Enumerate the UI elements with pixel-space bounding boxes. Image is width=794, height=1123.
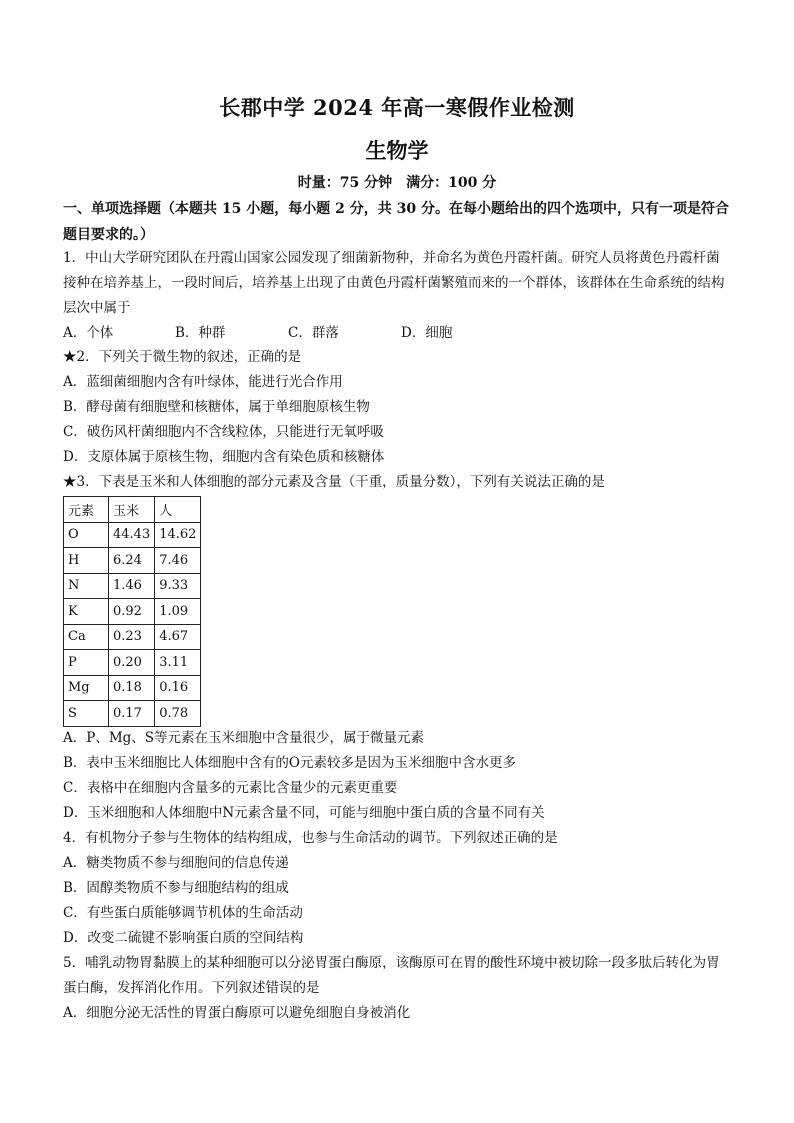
table-row bbox=[64, 675, 201, 701]
question-1-options bbox=[63, 321, 452, 346]
option-d: D．细胞 bbox=[401, 325, 453, 341]
question-4-option-c: C．有些蛋白质能够调节机体的生命活动 bbox=[63, 905, 303, 921]
table-row bbox=[64, 573, 201, 599]
table-row bbox=[64, 701, 201, 727]
table-row bbox=[64, 624, 201, 650]
table-cell: H bbox=[64, 548, 109, 574]
table-header-cell: 人 bbox=[155, 497, 201, 523]
table-cell: Mg bbox=[64, 675, 109, 701]
question-3-option-d: D．玉米细胞和人体细胞中N元素含量不同，可能与细胞中蛋白质的含量不同有关 bbox=[63, 805, 545, 821]
table-cell: 1.46 bbox=[109, 573, 155, 599]
element-content-table bbox=[63, 496, 201, 727]
question-2-option-c: C．破伤风杆菌细胞内不含线粒体，只能进行无氧呼吸 bbox=[63, 424, 384, 440]
table-cell: 44.43 bbox=[109, 522, 155, 548]
table-row bbox=[64, 599, 201, 625]
table-header-cell: 玉米 bbox=[109, 497, 155, 523]
question-2-stem: ★2．下列关于微生物的叙述，正确的是 bbox=[63, 349, 302, 365]
question-3-option-c: C．表格中在细胞内含量多的元素比含量少的元素更重要 bbox=[63, 780, 398, 796]
subject-title: 生物学 bbox=[365, 138, 429, 163]
table-row bbox=[64, 548, 201, 574]
table-header-row bbox=[64, 497, 201, 523]
table-cell: 0.17 bbox=[109, 701, 155, 727]
table-row bbox=[64, 650, 201, 676]
table-cell: 3.11 bbox=[155, 650, 201, 676]
question-2-option-d: D．支原体属于原核生物，细胞内含有染色质和核糖体 bbox=[63, 449, 385, 465]
question-4-option-a: A．糖类物质不参与细胞间的信息传递 bbox=[63, 855, 289, 871]
question-1-stem: 1．中山大学研究团队在丹霞山国家公园发现了细菌新物种，并命名为黄色丹霞杆菌。研究人员将黄色丹霞杆菌接种在培养基上，一段时间后，培养基上出现了由黄色丹霞杆菌繁殖而来的一个群体，该群体在生命系统的结构层次中属于 bbox=[63, 250, 725, 316]
question-3-stem: ★3．下表是玉米和人体细胞的部分元素及含量（干重，质量分数），下列有关说法正确的是 bbox=[63, 474, 605, 490]
table-cell: O bbox=[64, 522, 109, 548]
table-cell: 0.23 bbox=[109, 624, 155, 650]
option-a: A．个体 bbox=[63, 325, 114, 341]
table-cell: S bbox=[64, 701, 109, 727]
question-4-option-d: D．改变二硫键不影响蛋白质的空间结构 bbox=[63, 930, 304, 946]
question-4-stem: 4．有机物分子参与生物体的结构组成，也参与生命活动的调节。下列叙述正确的是 bbox=[63, 830, 558, 846]
section-heading: 一、单项选择题（本题共 15 小题，每小题 2 分，共 30 分。在每小题给出的四个选项中，只有一项是符合题目要求的。） bbox=[63, 201, 729, 243]
exam-title: 长郡中学 2024 年高一寒假作业检测 bbox=[219, 95, 575, 120]
question-4-option-b: B．固醇类物质不参与细胞结构的组成 bbox=[63, 880, 289, 896]
table-row bbox=[64, 522, 201, 548]
question-2-option-b: B．酵母菌有细胞壁和核糖体，属于单细胞原核生物 bbox=[63, 399, 370, 415]
table-cell: Ca bbox=[64, 624, 109, 650]
table-cell: 4.67 bbox=[155, 624, 201, 650]
table-cell: 0.20 bbox=[109, 650, 155, 676]
table-cell: 14.62 bbox=[155, 522, 201, 548]
table-cell: N bbox=[64, 573, 109, 599]
table-cell: 6.24 bbox=[109, 548, 155, 574]
exam-meta: 时量：75 分钟 满分：100 分 bbox=[297, 175, 497, 191]
table-cell: 9.33 bbox=[155, 573, 201, 599]
question-5-stem: 5．哺乳动物胃黏膜上的某种细胞可以分泌胃蛋白酶原，该酶原可在胃的酸性环境中被切除一段多肽后转化为胃蛋白酶，发挥消化作用。下列叙述错误的是 bbox=[63, 955, 720, 996]
table-cell: 0.92 bbox=[109, 599, 155, 625]
table-cell: 1.09 bbox=[155, 599, 201, 625]
table-header-cell: 元素 bbox=[64, 497, 109, 523]
question-2-option-a: A．蓝细菌细胞内含有叶绿体，能进行光合作用 bbox=[63, 374, 343, 390]
table-cell: 0.18 bbox=[109, 675, 155, 701]
question-3-option-b: B．表中玉米细胞比人体细胞中含有的O元素较多是因为玉米细胞中含水更多 bbox=[63, 755, 516, 771]
table-cell: 7.46 bbox=[155, 548, 201, 574]
question-5-option-a: A．细胞分泌无活性的胃蛋白酶原可以避免细胞自身被消化 bbox=[63, 1005, 411, 1021]
table-cell: 0.78 bbox=[155, 701, 201, 727]
option-b: B．种群 bbox=[175, 325, 226, 341]
question-3-option-a: A．P、Mg、S等元素在玉米细胞中含量很少，属于微量元素 bbox=[63, 730, 425, 746]
table-cell: K bbox=[64, 599, 109, 625]
table-cell: 0.16 bbox=[155, 675, 201, 701]
table-cell: P bbox=[64, 650, 109, 676]
option-c: C．群落 bbox=[288, 325, 339, 341]
